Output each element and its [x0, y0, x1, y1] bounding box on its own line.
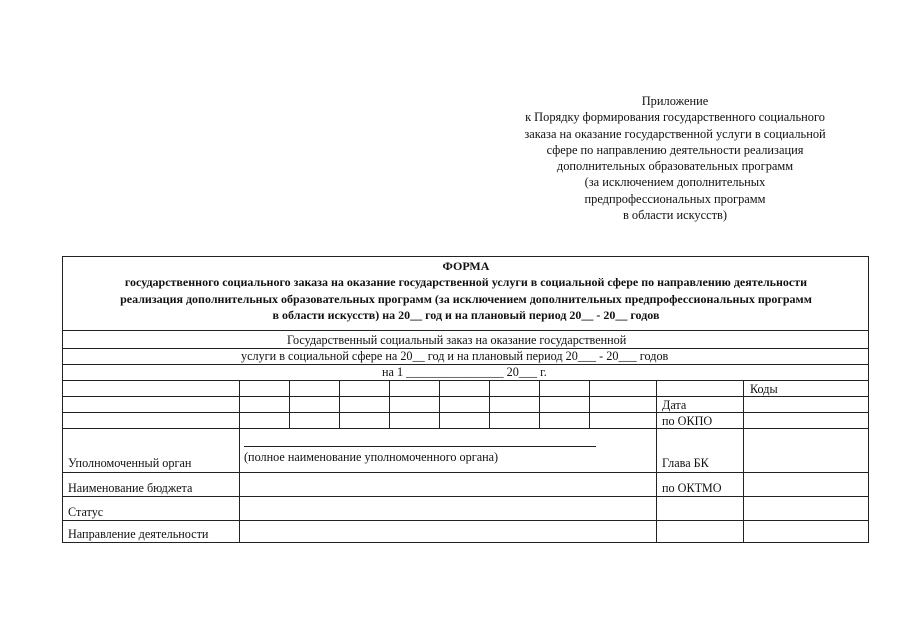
form-title-line: в области искусств) на 20__ год и на плановый период 20__ - 20__ годов — [272, 308, 660, 323]
date-label: Дата — [662, 398, 687, 412]
status-label: Статус — [68, 505, 104, 519]
appendix-line: предпрофессиональных программ — [584, 191, 766, 206]
table-border-bottom — [62, 542, 869, 543]
table-rule — [589, 380, 590, 428]
table-rule — [62, 496, 869, 497]
table-rule — [239, 380, 240, 542]
appendix-line: заказа на оказание государственной услуги в социальной — [524, 126, 826, 141]
appendix-note — [470, 93, 880, 223]
table-rule — [743, 380, 744, 542]
appendix-line: (за исключением дополнительных — [584, 175, 766, 190]
table-rule — [439, 380, 440, 428]
table-rule — [656, 380, 657, 542]
appendix-line: сфере по направлению деятельности реализация — [546, 142, 804, 157]
table-rule — [539, 380, 540, 428]
table-border-left — [62, 256, 63, 542]
okpo-label: по ОКПО — [662, 414, 713, 428]
table-rule — [62, 412, 869, 413]
order-line-1: Государственный социальный заказ на оказание государственной — [287, 333, 627, 347]
authority-label: Уполномоченный орган — [68, 456, 192, 470]
form-title-line: ФОРМА — [442, 259, 490, 273]
table-rule — [62, 396, 869, 397]
order-line-2: услуги в социальной сфере на 20__ год и на плановый период 20___ - 20___ годов — [241, 349, 669, 363]
table-rule — [339, 380, 340, 428]
table-rule — [62, 520, 869, 521]
table-rule — [289, 380, 290, 428]
appendix-line: Приложение — [641, 94, 709, 108]
form-title-line: реализация дополнительных образовательных программ (за исключением дополнительных предпрофессиональных программ — [120, 291, 812, 306]
table-rule — [489, 380, 490, 428]
table-border-right — [868, 256, 869, 542]
form-title-line: государственного социального заказа на оказание государственной услуги в социальной сфере по направлению деятельности — [124, 275, 808, 290]
authority-hint: (полное наименование уполномоченного органа) — [244, 450, 499, 464]
budget-label: Наименование бюджета — [68, 481, 193, 495]
appendix-line: в области искусств) — [622, 208, 728, 223]
table-rule — [389, 380, 390, 428]
table-rule — [62, 380, 869, 381]
bk-label: Глава БК — [662, 456, 709, 470]
table-rule — [62, 330, 869, 331]
authority-name-underline — [244, 446, 596, 447]
form-title — [64, 258, 868, 324]
direction-label: Направление деятельности — [68, 527, 209, 541]
table-border-top — [62, 256, 869, 257]
appendix-line: к Порядку формирования государственного социального — [525, 110, 825, 125]
table-rule — [62, 472, 869, 473]
date-line: на 1 ________________ 20___ г. — [382, 365, 547, 379]
oktmo-label: по ОКТМО — [662, 481, 722, 495]
appendix-line: дополнительных образовательных программ — [556, 159, 794, 174]
codes-header: Коды — [750, 382, 778, 396]
table-rule — [62, 428, 869, 429]
